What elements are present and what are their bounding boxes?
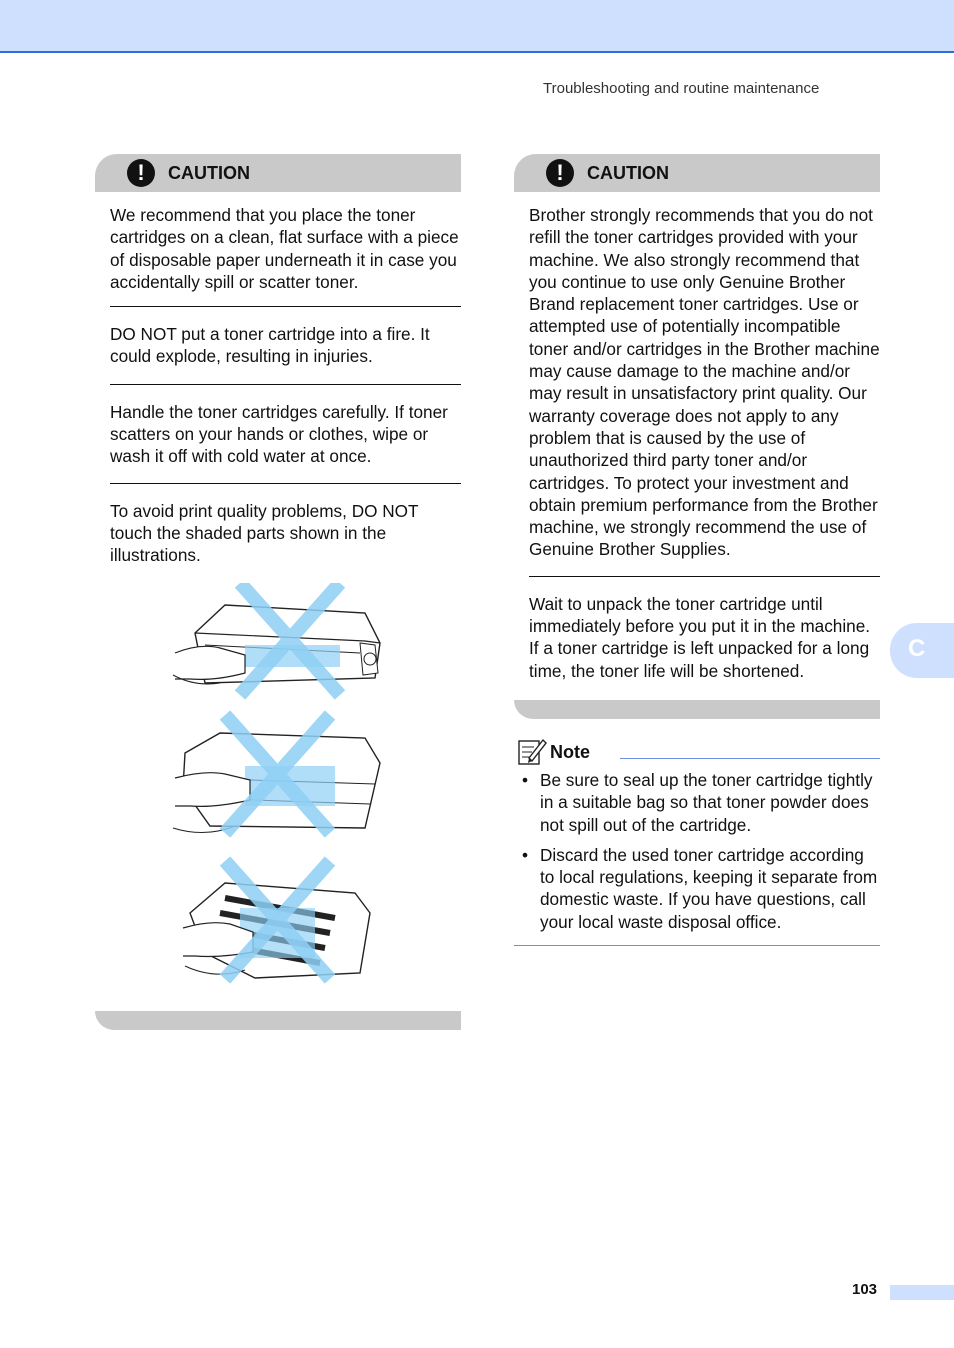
caution-title: CAUTION [587,163,669,183]
caution-header-bar [95,154,461,192]
note-bottom-rule [514,945,880,946]
right-caution-box [514,154,880,946]
caution-footer-bar [95,1011,461,1030]
note-rule [620,758,880,759]
bullet-icon: • [522,769,529,790]
caution-paragraph: We recommend that you place the toner cartridges on a clean, flat surface with a piece of disposable paper underneath it in case you accidentally spill or scatter toner. [110,205,459,292]
exclamation-icon: ! [546,159,574,187]
note-title: Note [550,741,590,762]
chapter-letter: C [908,635,926,662]
note-item [514,844,880,933]
exclamation-icon: ! [127,159,155,187]
caution-paragraph: Wait to unpack the toner cartridge until immediately before you put it in the machine. If a toner cartridge is left unpacked for a long time, the toner life will be shortened. [529,593,871,681]
page-number-bar [890,1285,954,1300]
note-list [514,769,880,933]
note-header [514,739,880,769]
pencil-note-icon [517,736,547,766]
left-caution-box [95,154,461,1030]
top-header-band [0,0,954,53]
caution-paragraph: Brother strongly recommends that you do not refill the toner cartridges provided with your machine. We also strongly recommend that you continue to use only Genuine Brother Brand replacement toner cartridges. Use or attempted use of potentially incompatible toner and/or cartridges in the Brother machine may cause damage to the machine and/or may result in unsatisfactory print quality. Our warranty coverage does not apply to any problem that is caused by the use of unauthorized third party toner and/or cartridges. To protect your investment and obtain premium performance from the Brother machine, we strongly recommend the use of Genuine Brother Supplies. [529,205,880,560]
note-item-text: Be sure to seal up the toner cartridge tightly in a suitable bag so that toner powder does not spill out of the cartridge. [540,769,873,835]
toner-handling-illustrations [95,583,461,993]
note-item [514,769,880,836]
caution-paragraph: Handle the toner cartridges carefully. If toner scatters on your hands or clothes, wipe or wash it off with cold water at once. [110,401,448,467]
caution-paragraph: DO NOT put a toner cartridge into a fire. It could explode, resulting in injuries. [110,324,430,367]
running-header-title: Troubleshooting and routine maintenance [543,80,820,97]
chapter-side-tab [890,623,954,678]
caution-header-bar [514,154,880,192]
caution-title: CAUTION [168,163,250,183]
bullet-icon: • [522,844,529,865]
note-item-text: Discard the used toner cartridge according to local regulations, keeping it separate from domestic waste. If you have questions, call your local waste disposal office. [540,844,878,932]
caution-paragraph: To avoid print quality problems, DO NOT touch the shaded parts shown in the illustrations. [110,500,419,566]
caution-footer-bar [514,700,880,719]
page-number: 103 [852,1281,878,1298]
